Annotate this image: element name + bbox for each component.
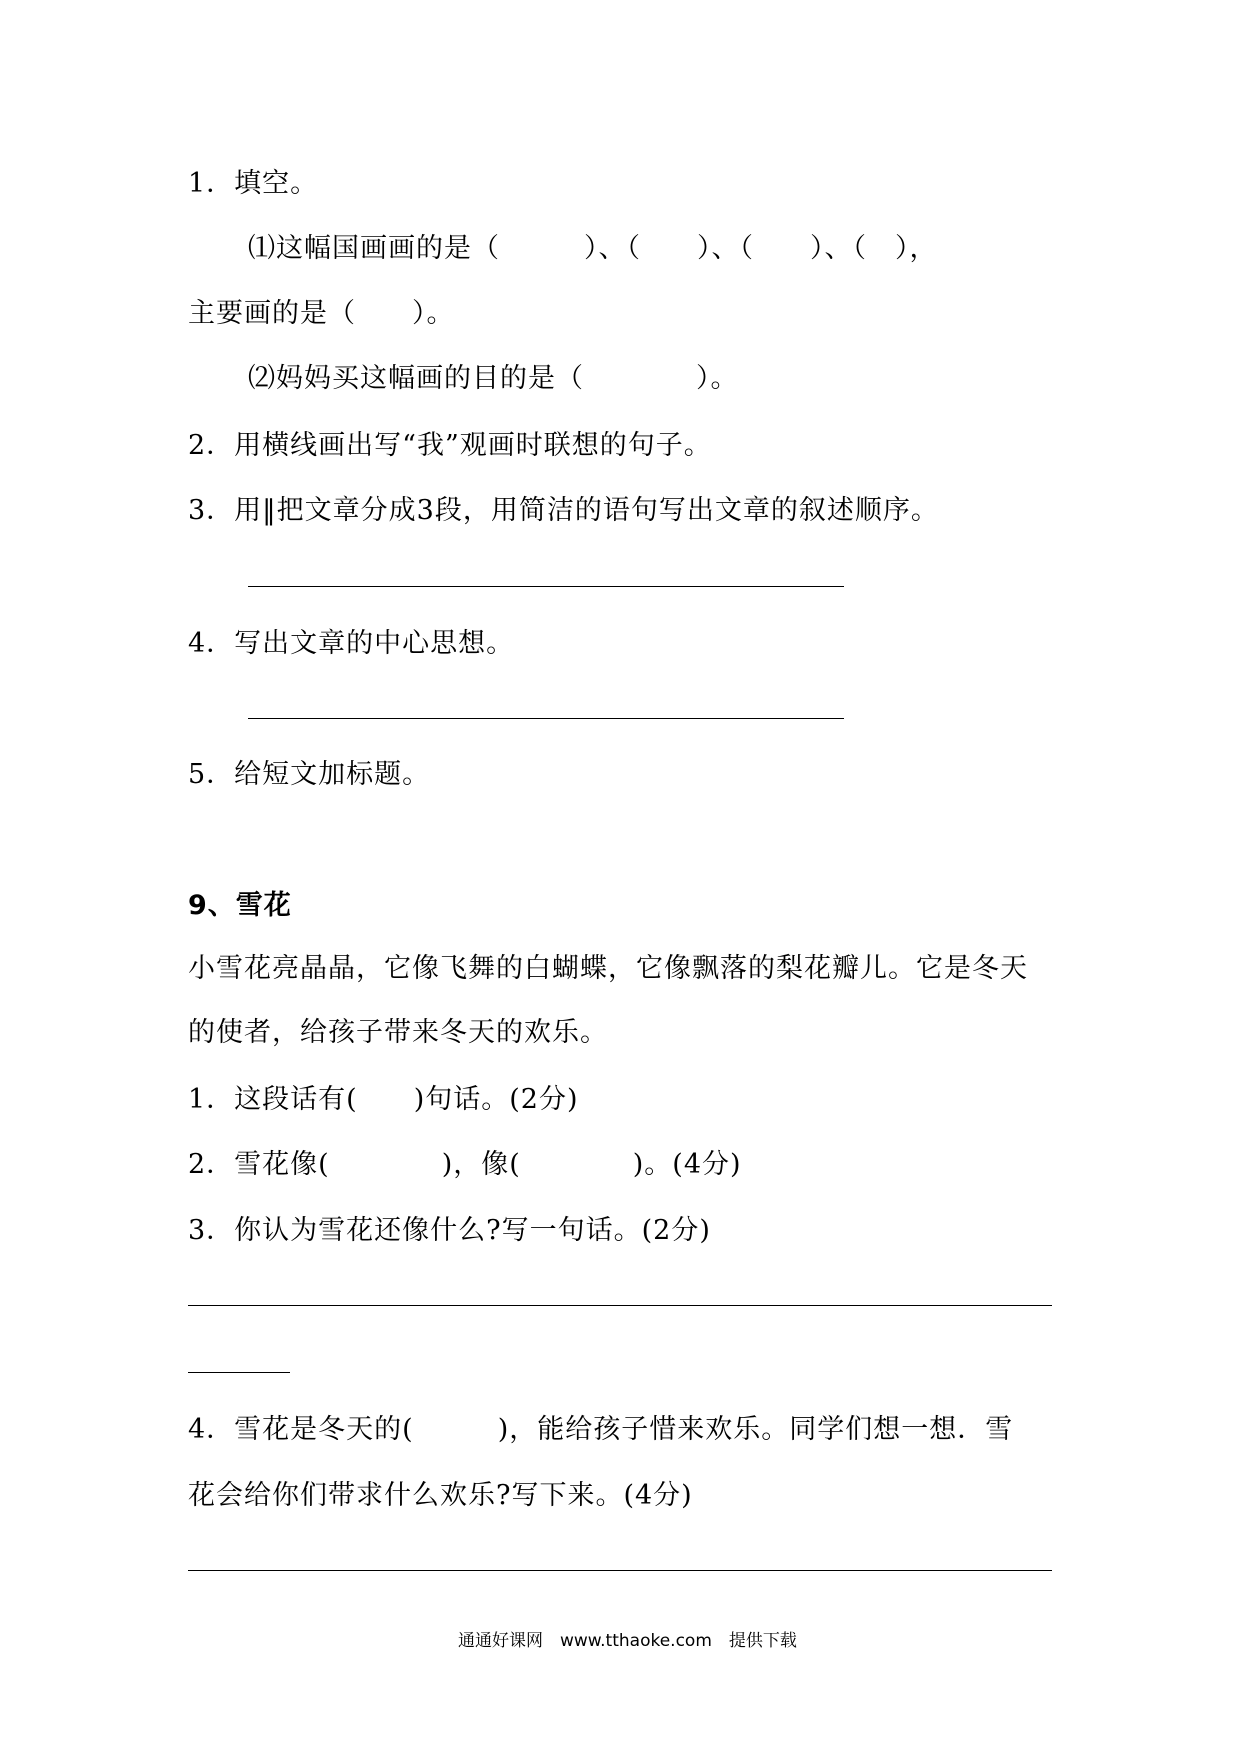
question-1-part-2: ⑵妈妈买这幅画的目的是（ ）。 bbox=[248, 363, 739, 394]
question-2: 2．雪花像( )，像( )。(4分) bbox=[188, 1149, 742, 1180]
question-1: 1．填空。 bbox=[188, 168, 319, 199]
footer-text: 通通好课网 www.tthaoke.com 提供下载 bbox=[458, 1631, 797, 1651]
question-3: 3．你认为雪花还像什么?写一句话。(2分) bbox=[188, 1215, 711, 1246]
answer-line[interactable] bbox=[188, 1372, 290, 1373]
answer-line[interactable] bbox=[248, 586, 844, 587]
answer-line[interactable] bbox=[188, 1570, 1052, 1571]
answer-line[interactable] bbox=[188, 1305, 1052, 1306]
question-5: 5．给短文加标题。 bbox=[188, 759, 431, 790]
question-1: 1．这段话有( )句话。(2分) bbox=[188, 1084, 579, 1115]
question-1-part-1-line-1: ⑴这幅国画画的是（ ）、（ ）、（ ）、（ ）， bbox=[248, 233, 938, 264]
question-4: 4．写出文章的中心思想。 bbox=[188, 628, 515, 659]
answer-line[interactable] bbox=[248, 718, 844, 719]
question-2: 2．用横线画出写“我”观画时联想的句子。 bbox=[188, 430, 712, 461]
passage-line-1: 小雪花亮晶晶，它像飞舞的白蝴蝶，它像飘落的梨花瓣儿。它是冬天 bbox=[188, 953, 1028, 984]
section-title: 9、雪花 bbox=[188, 890, 292, 921]
question-1-part-1-line-2: 主要画的是（ ）。 bbox=[188, 298, 455, 329]
question-4-line-2: 花会给你们带求什么欢乐?写下来。(4分) bbox=[188, 1480, 693, 1511]
question-3: 3．用‖把文章分成3段，用简洁的语句写出文章的叙述顺序。 bbox=[188, 495, 939, 526]
passage-line-2: 的使者，给孩子带来冬天的欢乐。 bbox=[188, 1017, 608, 1048]
question-4-line-1: 4．雪花是冬天的( )，能给孩子惜来欢乐。同学们想一想．雪 bbox=[188, 1414, 1014, 1445]
